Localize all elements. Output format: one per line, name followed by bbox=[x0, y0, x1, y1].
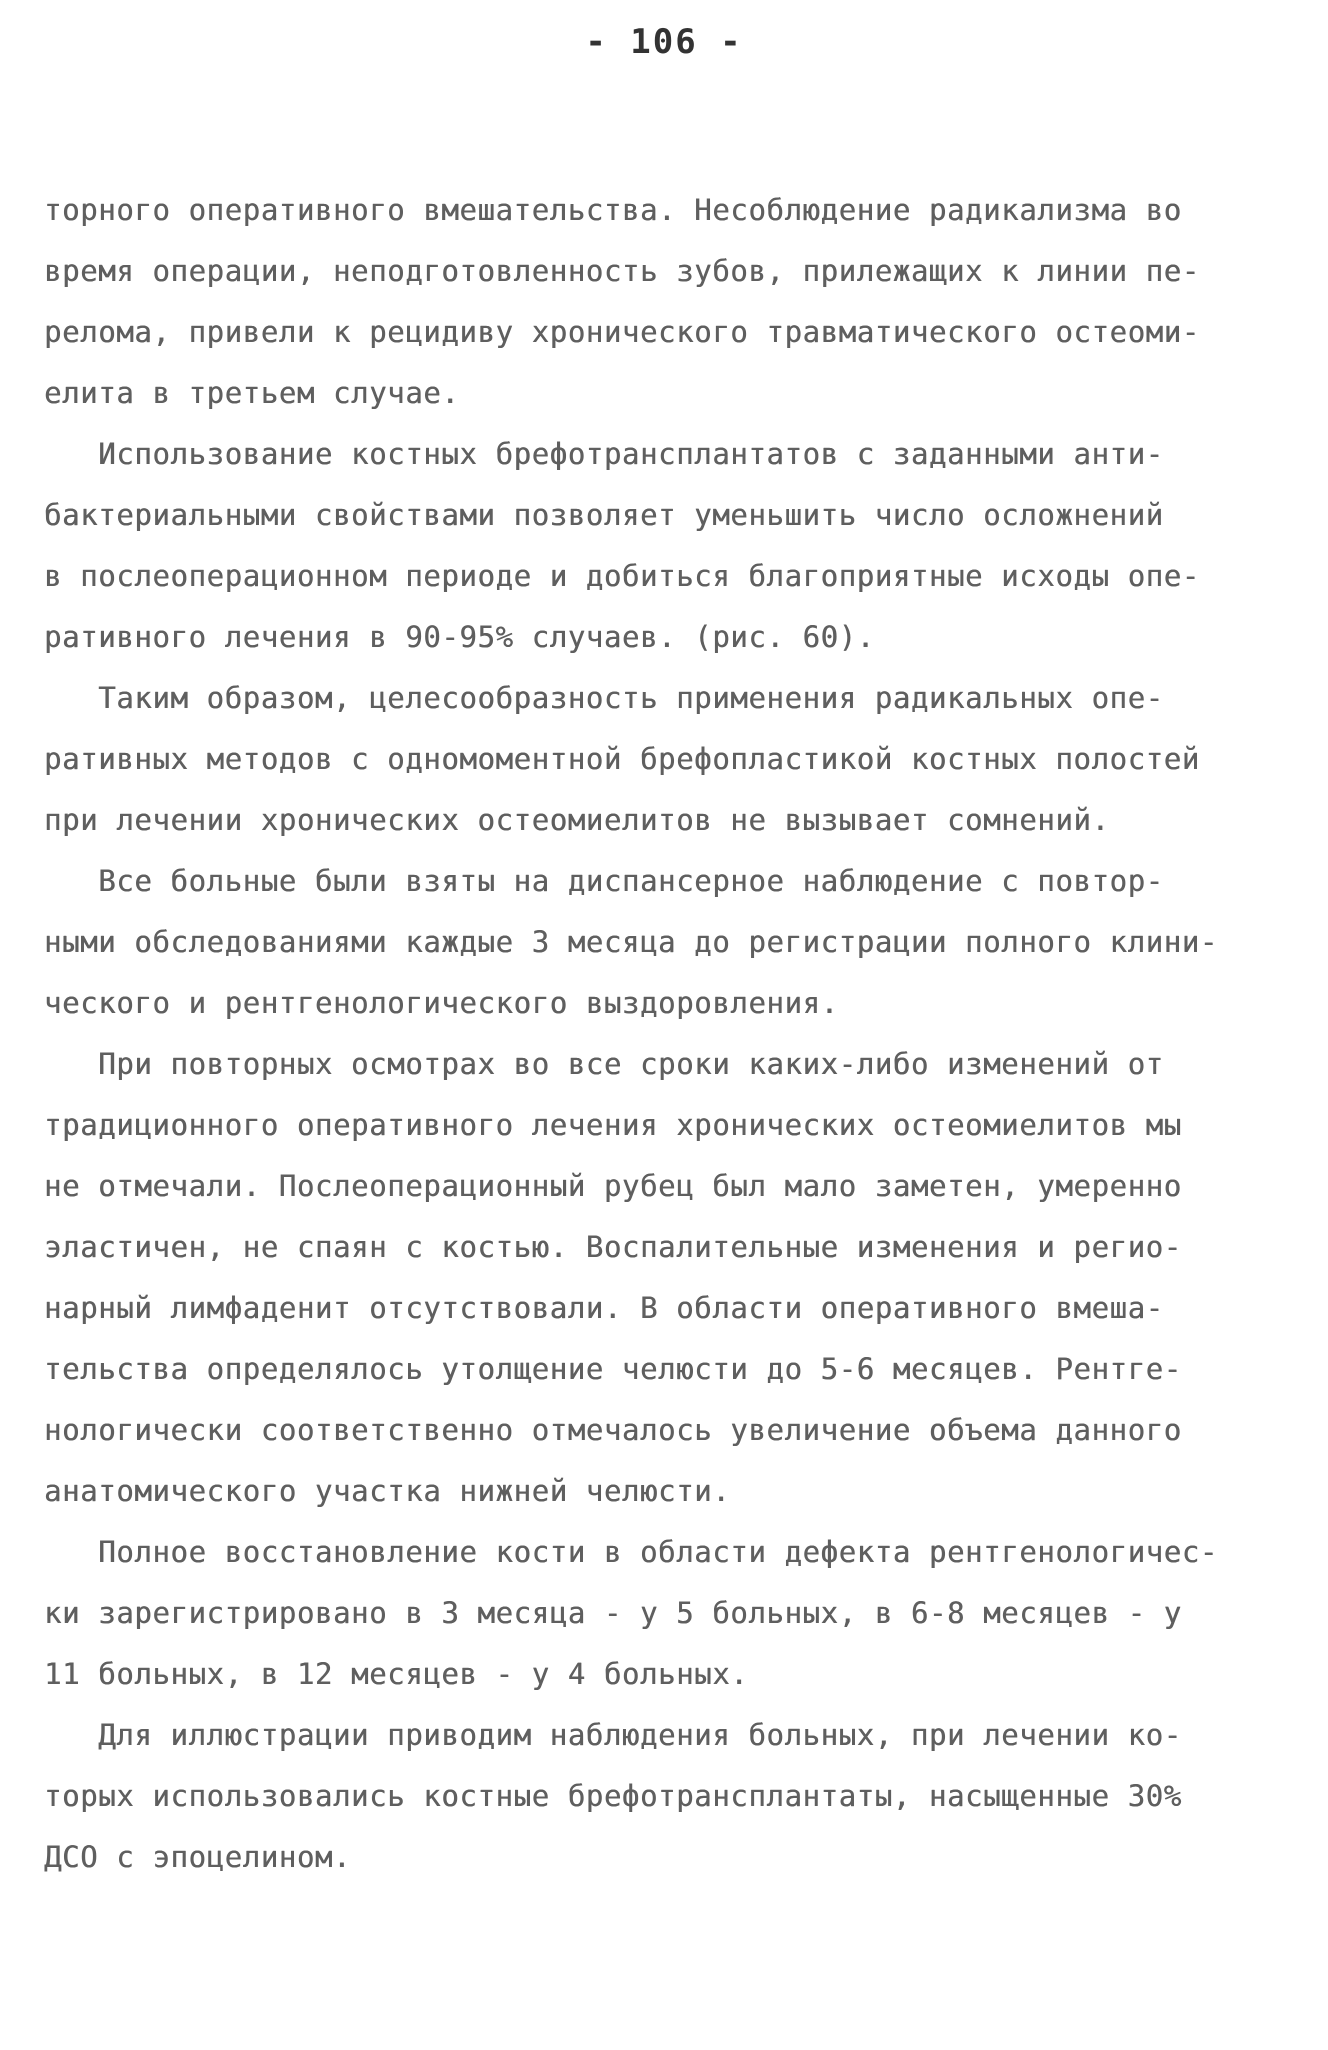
text-line: традиционного оперативного лечения хронических остеомиелитов мы bbox=[44, 1108, 1182, 1142]
text-line: Использование костных брефотрансплантатов с заданными анти- bbox=[44, 437, 1164, 471]
text-line: При повторных осмотрах во все сроки каких-либо изменений от bbox=[44, 1047, 1164, 1081]
text-line: в послеоперационном периоде и добиться благоприятные исходы опе- bbox=[44, 559, 1200, 593]
text-line: ративного лечения в 90-95% случаев. (рис. 60). bbox=[44, 620, 875, 654]
text-line: время операции, неподготовленность зубов, прилежащих к линии пе- bbox=[44, 254, 1200, 288]
text-line: ческого и рентгенологического выздоровления. bbox=[44, 986, 839, 1020]
text-line: ративных методов с одномоментной брефопластикой костных полостей bbox=[44, 742, 1200, 776]
text-line: 11 больных, в 12 месяцев - у 4 больных. bbox=[44, 1657, 749, 1691]
text-line: при лечении хронических остеомиелитов не вызывает сомнений. bbox=[44, 803, 1110, 837]
text-line: торного оперативного вмешательства. Несоблюдение радикализма во bbox=[44, 193, 1182, 227]
text-line: Все больные были взяты на диспансерное наблюдение с повтор- bbox=[44, 864, 1164, 898]
text-line: анатомического участка нижней челюсти. bbox=[44, 1474, 731, 1508]
text-line: елита в третьем случае. bbox=[44, 376, 460, 410]
body-text bbox=[44, 180, 1294, 1888]
text-line: релома, привели к рецидиву хронического травматического остеоми- bbox=[44, 315, 1200, 349]
text-line: тельства определялось утолщение челюсти до 5-6 месяцев. Рентге- bbox=[44, 1352, 1182, 1386]
text-line: нарный лимфаденит отсутствовали. В области оперативного вмеша- bbox=[44, 1291, 1164, 1325]
text-line: бактериальными свойствами позволяет уменьшить число осложнений bbox=[44, 498, 1164, 532]
text-line: нологически соответственно отмечалось увеличение объема данного bbox=[44, 1413, 1182, 1447]
page-number: - 106 - bbox=[585, 22, 743, 62]
text-line: ки зарегистрировано в 3 месяца - у 5 больных, в 6-8 месяцев - у bbox=[44, 1596, 1182, 1630]
text-line: ными обследованиями каждые 3 месяца до регистрации полного клини- bbox=[44, 925, 1218, 959]
text-line: Для иллюстрации приводим наблюдения больных, при лечении ко- bbox=[44, 1718, 1182, 1752]
text-line: Таким образом, целесообразность применения радикальных опе- bbox=[44, 681, 1164, 715]
text-line: Полное восстановление кости в области дефекта рентгенологичес- bbox=[44, 1535, 1218, 1569]
text-line: не отмечали. Послеоперационный рубец был мало заметен, умеренно bbox=[44, 1169, 1182, 1203]
text-line: эластичен, не спаян с костью. Воспалительные изменения и регио- bbox=[44, 1230, 1182, 1264]
text-line: торых использовались костные брефотрансплантаты, насыщенные 30% bbox=[44, 1779, 1182, 1813]
text-line: ДСО с эпоцелином. bbox=[44, 1840, 352, 1874]
